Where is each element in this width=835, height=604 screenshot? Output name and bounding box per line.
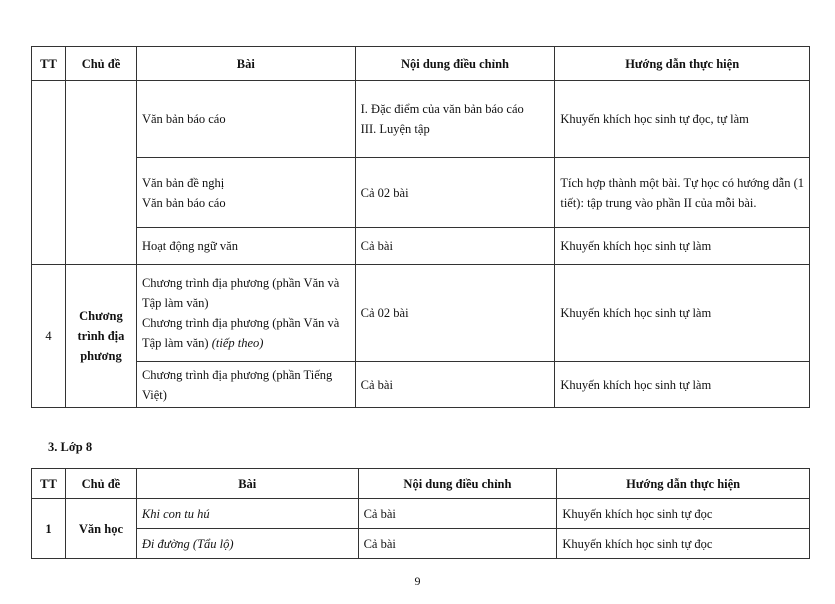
bai-cell: Chương trình địa phương (phần Tiếng Việt) — [136, 362, 355, 408]
header-bai: Bài — [136, 469, 358, 499]
table-row — [32, 158, 810, 228]
table-row — [32, 499, 810, 529]
tt-cell: 1 — [32, 499, 66, 559]
huong-dan-cell: Khuyến khích học sinh tự đọc, tự làm — [555, 81, 810, 158]
page-number: 9 — [414, 574, 421, 588]
huong-dan-cell: Khuyến khích học sinh tự đọc — [557, 529, 810, 559]
tt-cell: 4 — [32, 265, 66, 408]
noi-dung-line: I. Đặc điểm của văn bản báo cáo — [360, 102, 524, 116]
bai-cell — [136, 158, 355, 228]
bai-line: Văn bản báo cáo — [141, 195, 226, 210]
bai-line: Văn bản đề nghị — [141, 175, 225, 190]
bai-cell: Văn bản báo cáo — [136, 81, 355, 158]
bai-italic-subtitle: Tẩu lộ — [197, 536, 230, 551]
bai-italic-title: Đi đường ( — [141, 536, 198, 551]
bai-italic-close: ) — [229, 536, 234, 551]
table-row — [32, 362, 810, 408]
huong-dan-cell: Khuyến khích học sinh tự đọc — [557, 499, 810, 529]
noi-dung-cell: Cả bài — [358, 499, 557, 529]
bai-cell — [136, 529, 358, 559]
bai-cell: Hoạt động ngữ văn — [136, 228, 355, 265]
huong-dan-cell: Khuyến khích học sinh tự làm — [555, 228, 810, 265]
header-noi-dung: Nội dung điều chỉnh — [358, 469, 557, 499]
bai-text: Chương trình địa phương (phần Văn và Tập làm văn) — [141, 316, 340, 350]
huong-dan-cell: Khuyến khích học sinh tự làm — [555, 362, 810, 408]
section-title: 3. Lớp 8 — [48, 440, 93, 454]
bai-italic-note: (tiếp theo) — [211, 336, 264, 350]
huong-dan-cell: Khuyến khích học sinh tự làm — [555, 265, 810, 362]
adjustment-table-2 — [31, 468, 810, 559]
table-row — [32, 265, 810, 362]
header-huong-dan: Hướng dẫn thực hiện — [555, 47, 810, 81]
header-chu-de: Chủ đề — [65, 469, 136, 499]
table-row — [32, 529, 810, 559]
adjustment-table-1 — [31, 46, 810, 408]
noi-dung-cell — [355, 81, 555, 158]
bai-line — [142, 313, 350, 353]
chu-de-cell-empty — [65, 81, 136, 265]
bai-cell — [136, 499, 358, 529]
header-bai: Bài — [136, 47, 355, 81]
header-chu-de: Chủ đề — [65, 47, 136, 81]
tt-cell-empty — [32, 81, 66, 265]
noi-dung-line: III. Luyện tập — [360, 122, 430, 136]
table-row — [32, 228, 810, 265]
bai-cell — [136, 265, 355, 362]
header-tt: TT — [32, 47, 66, 81]
table-header-row — [32, 47, 810, 81]
bai-italic-title: Khi con tu hú — [141, 506, 210, 521]
noi-dung-cell: Cả 02 bài — [355, 158, 555, 228]
noi-dung-cell: Cả bài — [355, 228, 555, 265]
bai-line: Chương trình địa phương (phần Văn và Tập làm văn) — [141, 276, 340, 310]
header-tt: TT — [32, 469, 66, 499]
noi-dung-cell: Cả bài — [358, 529, 557, 559]
table-row — [32, 81, 810, 158]
noi-dung-cell: Cả 02 bài — [355, 265, 555, 362]
chu-de-cell: Văn học — [65, 499, 136, 559]
header-huong-dan: Hướng dẫn thực hiện — [557, 469, 810, 499]
table-header-row — [32, 469, 810, 499]
huong-dan-cell: Tích hợp thành một bài. Tự học có hướng dẫn (1 tiết): tập trung vào phần II của mỗi bài. — [555, 158, 810, 228]
header-noi-dung: Nội dung điều chỉnh — [355, 47, 555, 81]
noi-dung-cell: Cả bài — [355, 362, 555, 408]
chu-de-cell: Chương trình địa phương — [65, 265, 136, 408]
